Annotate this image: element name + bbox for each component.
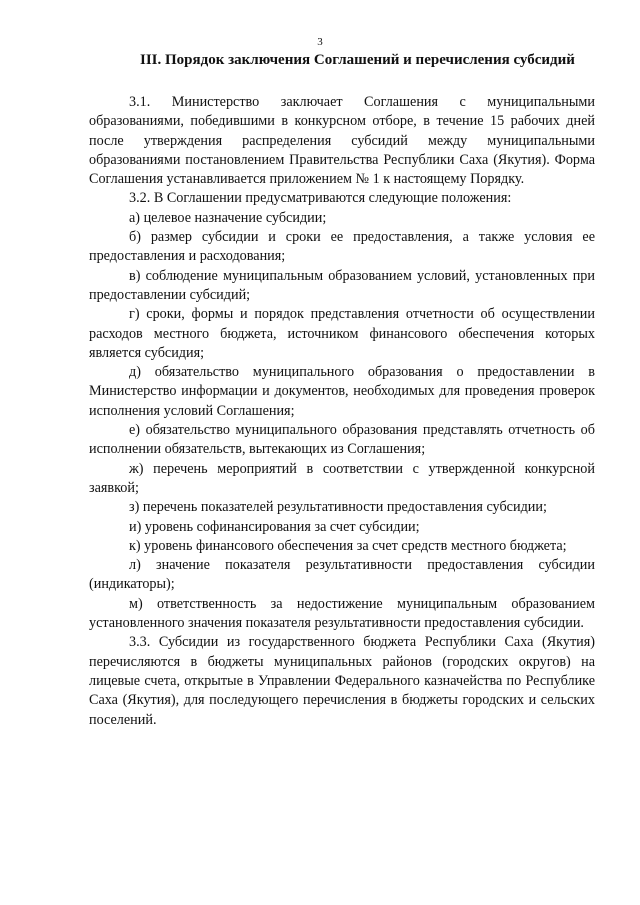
list-item-z: з) перечень показателей результативности предоставления субсидии; bbox=[129, 499, 547, 516]
document-body bbox=[89, 93, 595, 730]
list-item-a: а) целевое назначение субсидии; bbox=[129, 209, 327, 226]
paragraph-3-3: 3.3. Субсидии из государственного бюджета Республики Саха (Якутия) перечисляются в бюджеты муниципальных районов (городских округов) на лицевые счета, открытые в Управлении Федерального казначейства по Республике Саха (Якутия), для последующего перечисления в бюджеты городских и сельских поселений. bbox=[89, 634, 595, 728]
list-item-v: в) соблюдение муниципальным образованием условий, установленных при предоставлении субсидий; bbox=[89, 267, 595, 303]
list-item-g: г) сроки, формы и порядок представления отчетности об осуществлении расходов местного бюджета, источником финансового обеспечения которых является субсидия; bbox=[89, 306, 595, 361]
list-item-k: к) уровень финансового обеспечения за счет средств местного бюджета; bbox=[129, 537, 567, 554]
list-item-zh: ж) перечень мероприятий в соответствии с утвержденной конкурсной заявкой; bbox=[89, 460, 595, 496]
list-item-d: д) обязательство муниципального образования о предоставлении в Министерство информации и документов, необходимых для проведения проверок исполнения условий Соглашения; bbox=[89, 364, 595, 419]
list-item-i: и) уровень софинансирования за счет субсидии; bbox=[129, 518, 420, 535]
page-number: 3 bbox=[317, 36, 323, 48]
list-item-e: е) обязательство муниципального образования представлять отчетность об исполнении обязательств, вытекающих из Соглашения; bbox=[89, 422, 595, 458]
paragraph-3-2: 3.2. В Соглашении предусматриваются следующие положения: bbox=[129, 190, 512, 207]
paragraph-3-1: 3.1. Министерство заключает Соглашения с муниципальными образованиями, победившими в конкурсном отборе, в течение 15 рабочих дней после утверждения распределения субсидий между муниципальными образованиями постановлением Правительства Республики Саха (Якутия). Форма Соглашения устанавливается приложением № 1 к настоящему Порядку. bbox=[89, 94, 595, 188]
list-item-m: м) ответственность за недостижение муниципальным образованием установленного значения показателя результативности предоставления субсидии. bbox=[89, 595, 595, 632]
section-heading: III. Порядок заключения Соглашений и перечисления субсидий bbox=[140, 52, 575, 68]
list-item-b: б) размер субсидии и сроки ее предоставления, а также условия ее предоставления и расходования; bbox=[89, 229, 595, 265]
list-item-l: л) значение показателя результативности предоставления субсидии (индикаторы); bbox=[89, 557, 595, 593]
